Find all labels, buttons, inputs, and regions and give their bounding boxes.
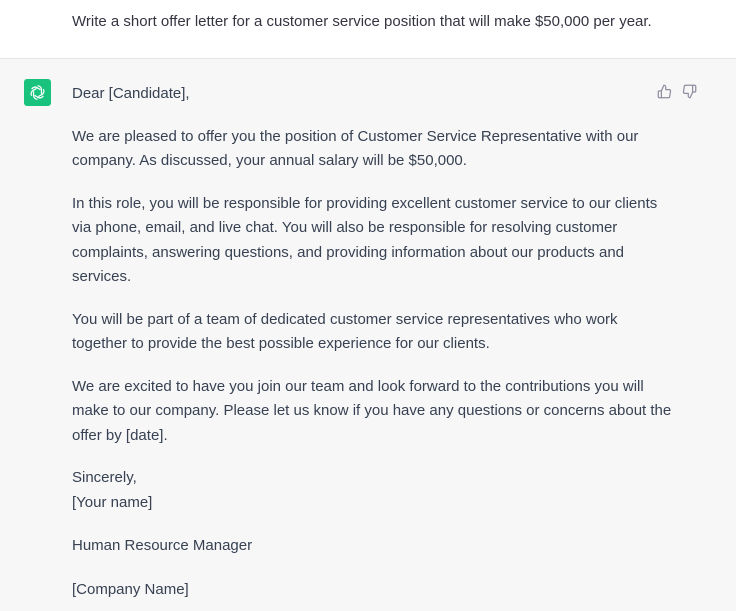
paragraph-responsibilities: In this role, you will be responsible for providing excellent customer service to our clients via phone, email, and live chat. You will also be responsible for resolving customer complaints, answering questions, and providing information about our products and services. <box>72 194 658 285</box>
signer-title: Human Resource Manager <box>72 537 253 554</box>
thumbs-down-button[interactable] <box>681 83 698 100</box>
assistant-message <box>0 59 736 611</box>
greeting: Dear [Candidate], <box>72 85 190 102</box>
user-message <box>0 0 736 59</box>
paragraph-closing: We are excited to have you join our team and look forward to the contributions you will make to our company. Please let us know if you have any questions or concerns about the offer by [date]. <box>72 377 672 444</box>
company-name: [Company Name] <box>72 580 189 598</box>
thumbs-down-icon <box>682 84 697 99</box>
closing: Sincerely, <box>72 469 137 486</box>
user-message-text: Write a short offer letter for a customer service position that will make $50,000 per year. <box>72 13 652 30</box>
paragraph-offer: We are pleased to offer you the position of Customer Service Representative with our company. As discussed, your annual salary will be $50,000. <box>72 127 639 169</box>
signer-name: [Your name] <box>72 493 153 511</box>
assistant-message-content <box>72 82 672 602</box>
paragraph-team: You will be part of a team of dedicated customer service representatives who work together to provide the best possible experience for our clients. <box>72 310 618 352</box>
openai-logo-icon <box>24 79 51 106</box>
